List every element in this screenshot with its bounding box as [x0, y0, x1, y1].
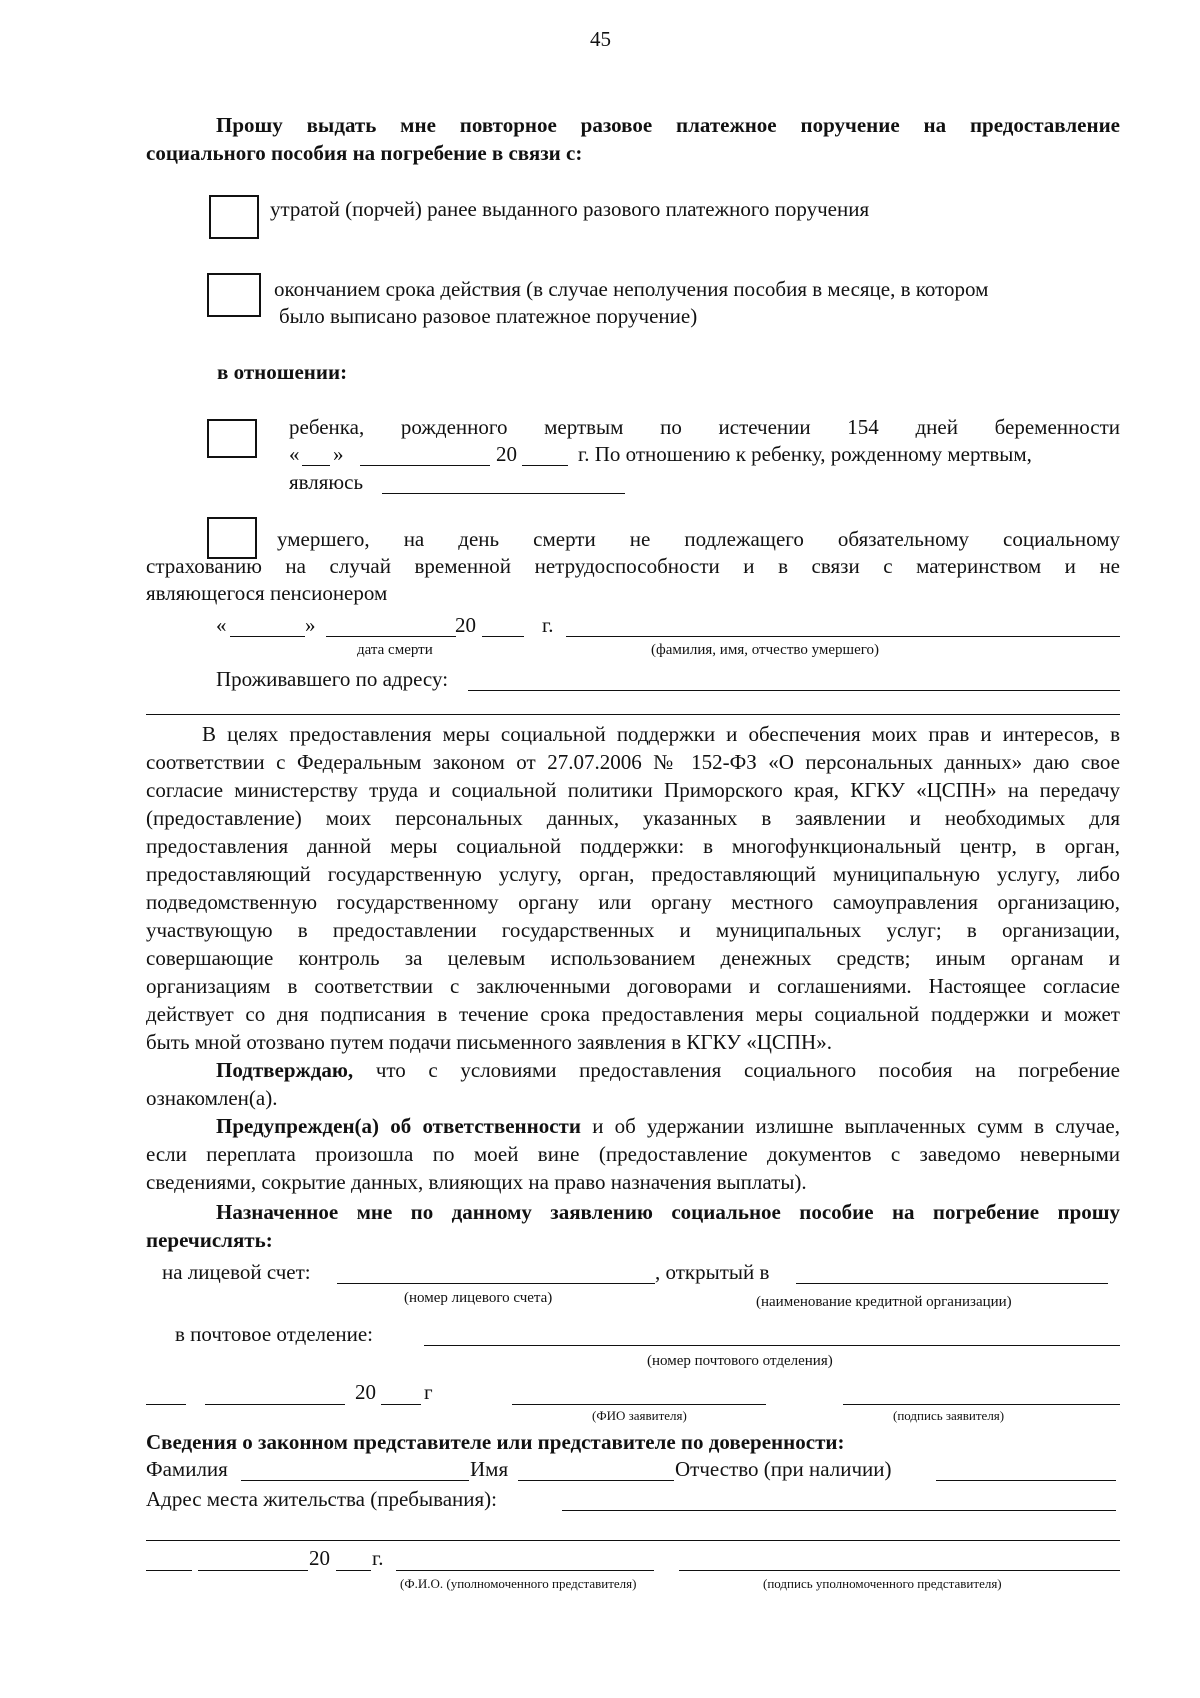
applicant-fio-field[interactable] [512, 1404, 766, 1405]
child-year-field[interactable] [522, 465, 568, 466]
representative-surname-label: Фамилия [146, 1457, 228, 1481]
child-quote-close: » [333, 442, 344, 466]
confirm-rest: что с условиями предоставления социального пособия на погребение [375, 1058, 1120, 1082]
death-month-field[interactable] [326, 636, 456, 637]
confirm-line-1 [216, 1057, 1120, 1083]
applicant-year-prefix: 20 [355, 1380, 376, 1404]
reason-expired-label-2: было выписано разовое платежное поручение) [279, 304, 698, 328]
applicant-month-field[interactable] [205, 1404, 345, 1405]
post-office-label: в почтовое отделение: [175, 1322, 373, 1346]
representative-address-field[interactable] [562, 1510, 1116, 1511]
consent-line: соответствии с Федеральным законом от 27.07.2006 № 152-ФЗ «О персональных данных» даю свое [146, 750, 1120, 774]
representative-day-field[interactable] [146, 1570, 192, 1571]
consent-line: предоставления данной меры социальной поддержки: в многофункциональный центр, в орган, [146, 834, 1120, 858]
reason-lost-checkbox[interactable] [209, 195, 259, 239]
representative-name-label: Имя [470, 1457, 509, 1481]
applicant-sign-field[interactable] [843, 1404, 1120, 1405]
child-option-line-1: ребенка, рожденного мертвым по истечении 154 дней беременности [289, 415, 1120, 439]
confirm-line-2: ознакомлен(а). [146, 1086, 278, 1110]
representative-year-suffix: г. [372, 1546, 384, 1570]
representative-patronymic-label: Отчество (при наличии) [675, 1457, 892, 1481]
consent-last-line: быть мной отозвано путем подачи письменного заявления в КГКУ «ЦСПН». [146, 1030, 832, 1054]
child-option-line-2: г. По отношению к ребенку, рожденному мертвым, [578, 442, 1032, 466]
representative-year-prefix: 20 [309, 1546, 330, 1570]
consent-line: действует со дня подписания в течение срока предоставления меры социальной поддержки и может [146, 1002, 1120, 1026]
deceased-fio-caption: (фамилия, имя, отчество умершего) [651, 642, 880, 658]
consent-paragraph [146, 721, 1120, 1061]
deceased-address-label: Проживавшего по адресу: [216, 667, 449, 691]
death-quote-open: « [216, 613, 227, 637]
representative-address-field-2[interactable] [146, 1540, 1120, 1541]
page-number: 45 [590, 27, 611, 51]
account-label: на лицевой счет: [162, 1260, 311, 1284]
relation-heading: в отношении: [217, 360, 348, 384]
representative-sign-field[interactable] [679, 1570, 1120, 1571]
transfer-line-1: Назначенное мне по данному заявлению социальное пособие на погребение прошу [216, 1200, 1120, 1224]
representative-fio-field[interactable] [396, 1570, 654, 1571]
child-relation-field[interactable] [382, 493, 625, 494]
account-number-field[interactable] [337, 1283, 655, 1284]
representative-fio-caption: (Ф.И.О. (уполномоченного представителя) [400, 1576, 637, 1591]
child-option-checkbox[interactable] [207, 419, 257, 458]
applicant-sign-caption: (подпись заявителя) [893, 1408, 1005, 1423]
confirm-bold: Подтверждаю, [216, 1058, 354, 1082]
applicant-year-suffix: г [424, 1380, 433, 1404]
deceased-fio-field[interactable] [566, 636, 1120, 637]
child-quote-open: « [289, 442, 300, 466]
death-day-field[interactable] [230, 636, 305, 637]
request-line-2: социального пособия на погребение в связи с: [146, 141, 583, 165]
transfer-line-2: перечислять: [146, 1228, 273, 1252]
request-line-1: Прошу выдать мне повторное разовое платежное поручение на предоставление [216, 113, 1120, 137]
deceased-address-field[interactable] [468, 690, 1120, 691]
deceased-option-line-3: являющегося пенсионером [146, 581, 388, 605]
consent-line: В целях предоставления меры социальной поддержки и обеспечения моих прав и интересов, в [202, 722, 1120, 746]
representative-sign-caption: (подпись уполномоченного представителя) [763, 1576, 1002, 1591]
reason-expired-label-1: окончанием срока действия (в случае неполучения пособия в месяце, в котором [274, 277, 989, 301]
child-day-field[interactable] [302, 465, 330, 466]
applicant-fio-caption: (ФИО заявителя) [592, 1408, 687, 1423]
child-month-field[interactable] [360, 465, 490, 466]
consent-line: участвующую в предоставлении государственных и муниципальных услуг; в организации, [146, 918, 1120, 942]
bank-name-caption: (наименование кредитной организации) [756, 1294, 1012, 1310]
representative-address-label: Адрес места жительства (пребывания): [146, 1487, 498, 1511]
consent-line: совершающие контроль за целевым использованием денежных средств; иным органам и [146, 946, 1120, 970]
representative-month-field[interactable] [198, 1570, 308, 1571]
death-year-field[interactable] [482, 636, 524, 637]
consent-line: подведомственную государственному органу или органу местного самоуправления организацию, [146, 890, 1120, 914]
bank-name-field[interactable] [796, 1283, 1108, 1284]
consent-line: предоставляющий государственную услугу, орган, предоставляющий муниципальную услугу, либо [146, 862, 1120, 886]
child-year-prefix: 20 [496, 442, 517, 466]
representative-year-field[interactable] [336, 1570, 371, 1571]
deceased-option-line-2: страхованию на случай временной нетрудоспособности и в связи с материнством и не [146, 554, 1120, 578]
death-year-suffix: г. [542, 613, 554, 637]
warning-rest: и об удержании излишне выплаченных сумм в случае, [592, 1114, 1121, 1138]
warning-line-1 [216, 1113, 1120, 1139]
deceased-address-field-2[interactable] [146, 714, 1120, 715]
death-quote-close: » [305, 613, 316, 637]
representative-heading: Сведения о законном представителе или представителе по доверенности: [146, 1430, 845, 1454]
representative-surname-field[interactable] [241, 1480, 469, 1481]
death-date-caption: дата смерти [357, 642, 433, 658]
deceased-option-line-1: умершего, на день смерти не подлежащего обязательному социальному [277, 527, 1120, 551]
reason-lost-label: утратой (порчей) ранее выданного разового платежного поручения [270, 197, 870, 221]
consent-line: согласие министерству труда и социальной политики Приморского края, КГКУ «ЦСПН» на передачу [146, 778, 1120, 802]
representative-name-field[interactable] [518, 1480, 674, 1481]
account-opened-in: , открытый в [655, 1260, 770, 1284]
warning-bold: Предупрежден(а) об ответственности [216, 1114, 581, 1138]
consent-line: организациям в соответствии с заключенными договорами и соглашениями. Настоящее согласие [146, 974, 1120, 998]
post-office-caption: (номер почтового отделения) [647, 1353, 833, 1369]
warning-line-3: сведениями, сокрытие данных, влияющих на право назначения выплаты). [146, 1170, 807, 1194]
representative-patronymic-field[interactable] [936, 1480, 1116, 1481]
child-option-line-3: являюсь [289, 470, 364, 494]
account-number-caption: (номер лицевого счета) [404, 1290, 553, 1306]
post-office-field[interactable] [424, 1345, 1120, 1346]
applicant-year-field[interactable] [381, 1404, 421, 1405]
death-year-prefix: 20 [455, 613, 476, 637]
applicant-day-field[interactable] [146, 1404, 186, 1405]
warning-line-2: если переплата произошла по моей вине (предоставление документов с заведомо неверными [146, 1142, 1120, 1166]
reason-expired-checkbox[interactable] [207, 273, 261, 317]
consent-line: (предоставление) моих персональных данных, указанных в заявлении и необходимых для [146, 806, 1120, 830]
